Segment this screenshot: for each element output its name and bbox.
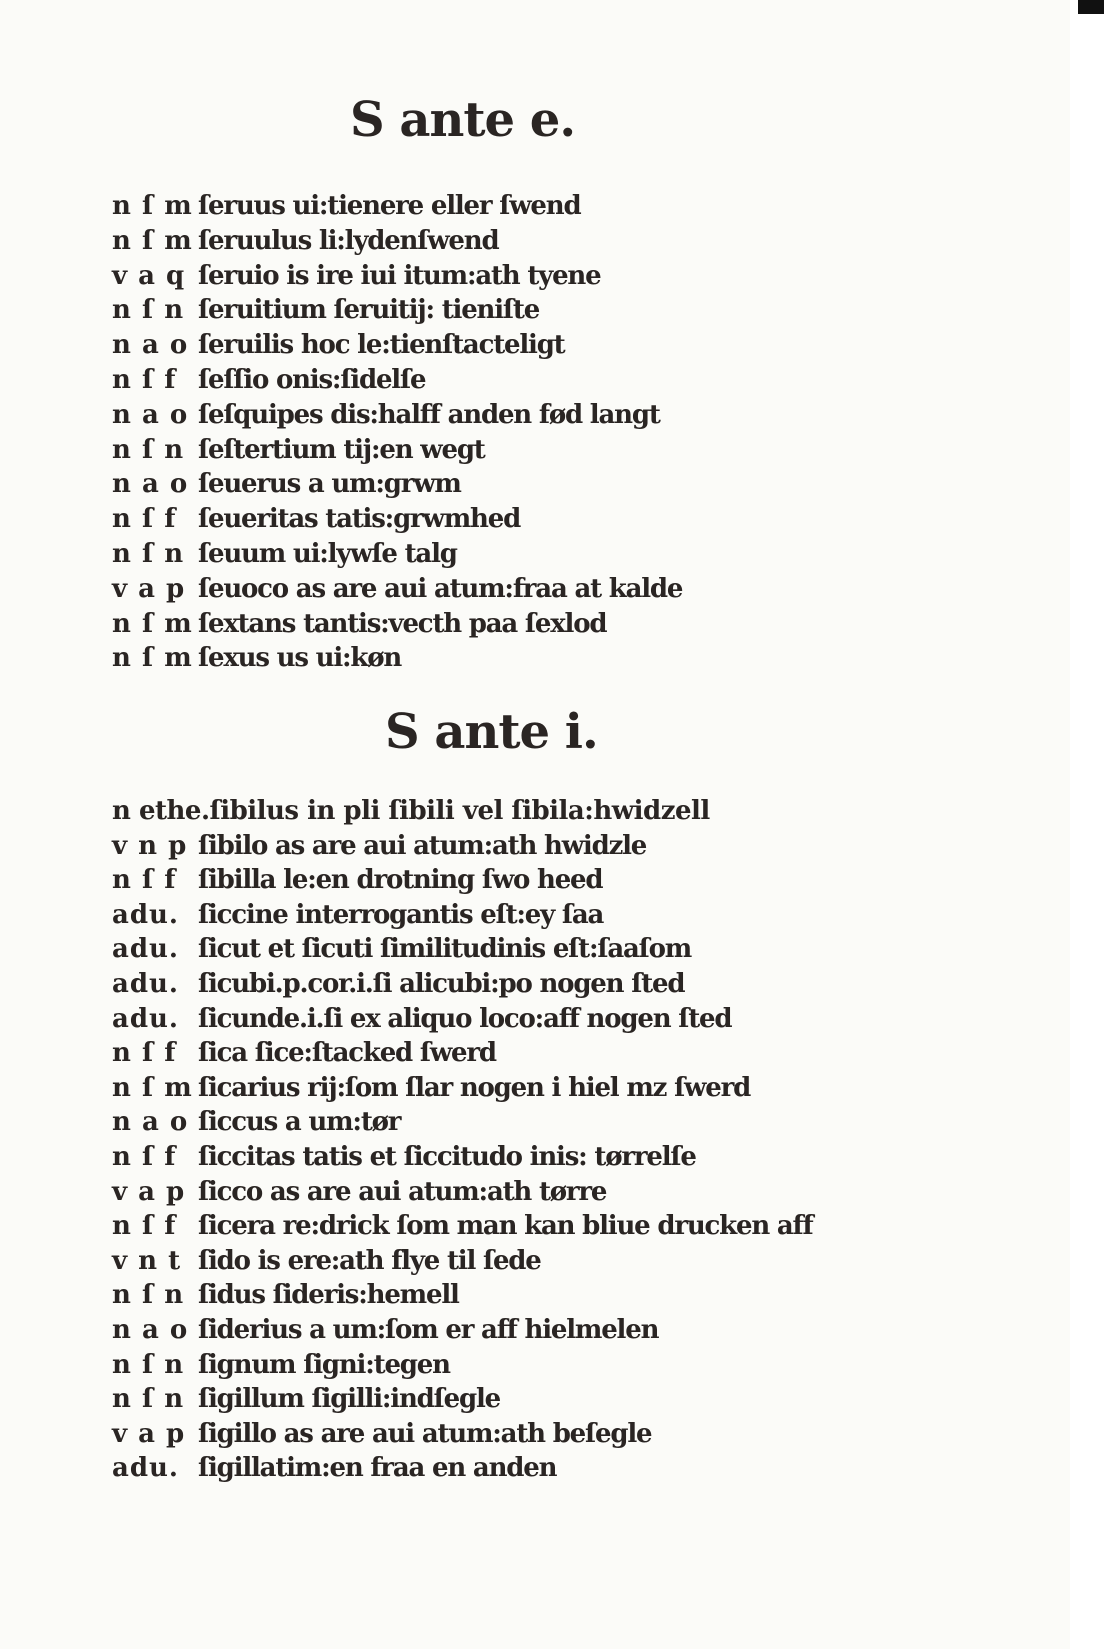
grammar-code: n ſ m: [112, 643, 193, 674]
grammar-code: n ſ f: [112, 364, 177, 395]
dictionary-entry: [0, 794, 1000, 829]
dictionary-entry: [0, 328, 1000, 363]
entry-text: ſeruilis hoc le:tienſtacteligt: [198, 330, 565, 361]
dictionary-entry: [0, 259, 1000, 294]
entry-text: ſeſtertium tij:en wegt: [198, 434, 485, 465]
dictionary-entry: [0, 502, 1000, 537]
dictionary-entry: [0, 1175, 1000, 1210]
grammar-code: adu.: [112, 1453, 179, 1484]
grammar-code: n ſ m: [112, 1072, 193, 1103]
grammar-code: n a o: [112, 469, 189, 500]
entry-text: ſeſquipes dis:halff anden fød langt: [198, 399, 660, 430]
entry-text: ſibilla le:en drotning ſwo heed: [198, 865, 603, 896]
dictionary-entry: [0, 1382, 1000, 1417]
entry-text: ſeſſio onis:ſidelſe: [198, 364, 426, 395]
scan-edge-mark: [1078, 0, 1104, 14]
dictionary-entry: [0, 607, 1000, 642]
dictionary-entry: [0, 224, 1000, 259]
dictionary-entry: [0, 467, 1000, 502]
grammar-code: adu.: [112, 1003, 179, 1034]
entry-text: n ethe.ſibilus in pli ſibili vel ſibila:hwidzell: [112, 796, 710, 826]
entry-list: [0, 794, 1000, 1486]
entry-text: ſicut et ſicuti ſimilitudinis eſt:ſaaſom: [198, 934, 692, 965]
entry-list: [0, 189, 1000, 676]
entry-text: ſeuoco as are aui atum:fraa at kalde: [198, 573, 683, 604]
grammar-code: v a q: [112, 260, 186, 291]
entry-text: ſiccitas tatis et ſiccitudo inis: tørrelſe: [198, 1141, 696, 1172]
dictionary-entry: [0, 1244, 1000, 1279]
dictionary-entry: [0, 932, 1000, 967]
grammar-code: n ſ n: [112, 1384, 185, 1415]
entry-text: ſicarius rij:ſom ſlar nogen i hiel mz ſwerd: [198, 1072, 751, 1103]
entry-text: ſicubi.p.cor.i.ſi alicubi:po nogen ſted: [198, 968, 685, 999]
dictionary-entry: [0, 398, 1000, 433]
grammar-code: adu.: [112, 968, 179, 999]
dictionary-entry: [0, 641, 1000, 676]
entry-text: ſeruitium ſeruitij: tieniſte: [198, 295, 540, 326]
grammar-code: n ſ n: [112, 434, 185, 465]
dictionary-entry: [0, 967, 1000, 1002]
entry-text: ſexus us ui:køn: [198, 643, 402, 674]
entry-text: ſiccine interrogantis eſt:ey ſaa: [198, 899, 604, 930]
grammar-code: n a o: [112, 330, 189, 361]
entry-text: ſicunde.i.ſi ex aliquo loco:aff nogen ſted: [198, 1003, 732, 1034]
grammar-code: v a p: [112, 573, 186, 604]
section-heading: S ante e.: [350, 92, 576, 148]
grammar-code: n ſ n: [112, 1280, 185, 1311]
dictionary-entry: [0, 1036, 1000, 1071]
dictionary-entry: [0, 898, 1000, 933]
entry-text: ſeruus ui:tienere eller ſwend: [198, 191, 581, 221]
entry-text: ſignum ſigni:tegen: [198, 1349, 450, 1380]
grammar-code: n a o: [112, 1314, 189, 1345]
grammar-code: adu.: [112, 934, 179, 965]
dictionary-entry: [0, 1209, 1000, 1244]
grammar-code: n ſ f: [112, 1211, 177, 1242]
dictionary-entry: [0, 363, 1000, 398]
entry-text: ſicera re:drick ſom man kan bliue drucken aff: [198, 1211, 813, 1242]
dictionary-entry: [0, 863, 1000, 898]
grammar-code: n ſ f: [112, 1038, 177, 1069]
entry-text: ſextans tantis:vecth paa ſexlod: [198, 608, 607, 639]
dictionary-entry: [0, 1313, 1000, 1348]
grammar-code: n ſ n: [112, 1349, 185, 1380]
grammar-code: n ſ m: [112, 608, 193, 639]
grammar-code: n ſ n: [112, 538, 185, 569]
grammar-code: n a o: [112, 399, 189, 430]
grammar-code: v n t: [112, 1245, 182, 1276]
section-heading: S ante i.: [385, 704, 598, 760]
grammar-code: n ſ f: [112, 865, 177, 896]
entry-text: ſeuerus a um:grwm: [198, 469, 461, 500]
dictionary-entry: [0, 572, 1000, 607]
entry-text: ſibilo as are aui atum:ath hwidzle: [198, 830, 647, 861]
entry-text: ſido is ere:ath flye til ſede: [198, 1245, 541, 1276]
entry-text: ſigillatim:en fraa en anden: [198, 1453, 557, 1484]
dictionary-entry: [0, 1417, 1000, 1452]
dictionary-entry: [0, 1002, 1000, 1037]
entry-text: ſicco as are aui atum:ath tørre: [198, 1176, 607, 1207]
dictionary-entry: [0, 1071, 1000, 1106]
dictionary-entry: [0, 1140, 1000, 1175]
grammar-code: adu.: [112, 899, 179, 930]
entry-text: ſica ſice:ſtacked ſwerd: [198, 1038, 496, 1069]
grammar-code: n a o: [112, 1107, 189, 1138]
grammar-code: n ſ m: [112, 225, 193, 256]
grammar-code: v a p: [112, 1176, 186, 1207]
dictionary-entry: [0, 1451, 1000, 1486]
dictionary-entry: [0, 1278, 1000, 1313]
dictionary-entry: [0, 433, 1000, 468]
grammar-code: v a p: [112, 1418, 186, 1449]
entry-text: ſidus ſideris:hemell: [198, 1280, 459, 1311]
entry-text: ſeruio is ire iui itum:ath tyene: [198, 260, 601, 291]
grammar-code: n ſ f: [112, 504, 177, 535]
dictionary-entry: [0, 829, 1000, 864]
grammar-code: n ſ m: [112, 191, 193, 221]
entry-text: ſeuum ui:lywſe talg: [198, 538, 457, 569]
dictionary-entry: [0, 1348, 1000, 1383]
entry-text: ſiccus a um:tør: [198, 1107, 401, 1138]
entry-text: ſigillum ſigilli:indſegle: [198, 1384, 500, 1415]
entry-text: ſeueritas tatis:grwmhed: [198, 504, 521, 535]
grammar-code: n ſ f: [112, 1141, 177, 1172]
grammar-code: n ſ n: [112, 295, 185, 326]
entry-text: ſigillo as are aui atum:ath beſegle: [198, 1418, 652, 1449]
grammar-code: v n p: [112, 830, 188, 861]
dictionary-entry: [0, 189, 1000, 224]
dictionary-entry: [0, 1105, 1000, 1140]
dictionary-entry: [0, 293, 1000, 328]
entry-text: ſiderius a um:ſom er aff hielmelen: [198, 1314, 659, 1345]
dictionary-entry: [0, 537, 1000, 572]
entry-text: ſeruulus li:lydenſwend: [198, 225, 499, 256]
